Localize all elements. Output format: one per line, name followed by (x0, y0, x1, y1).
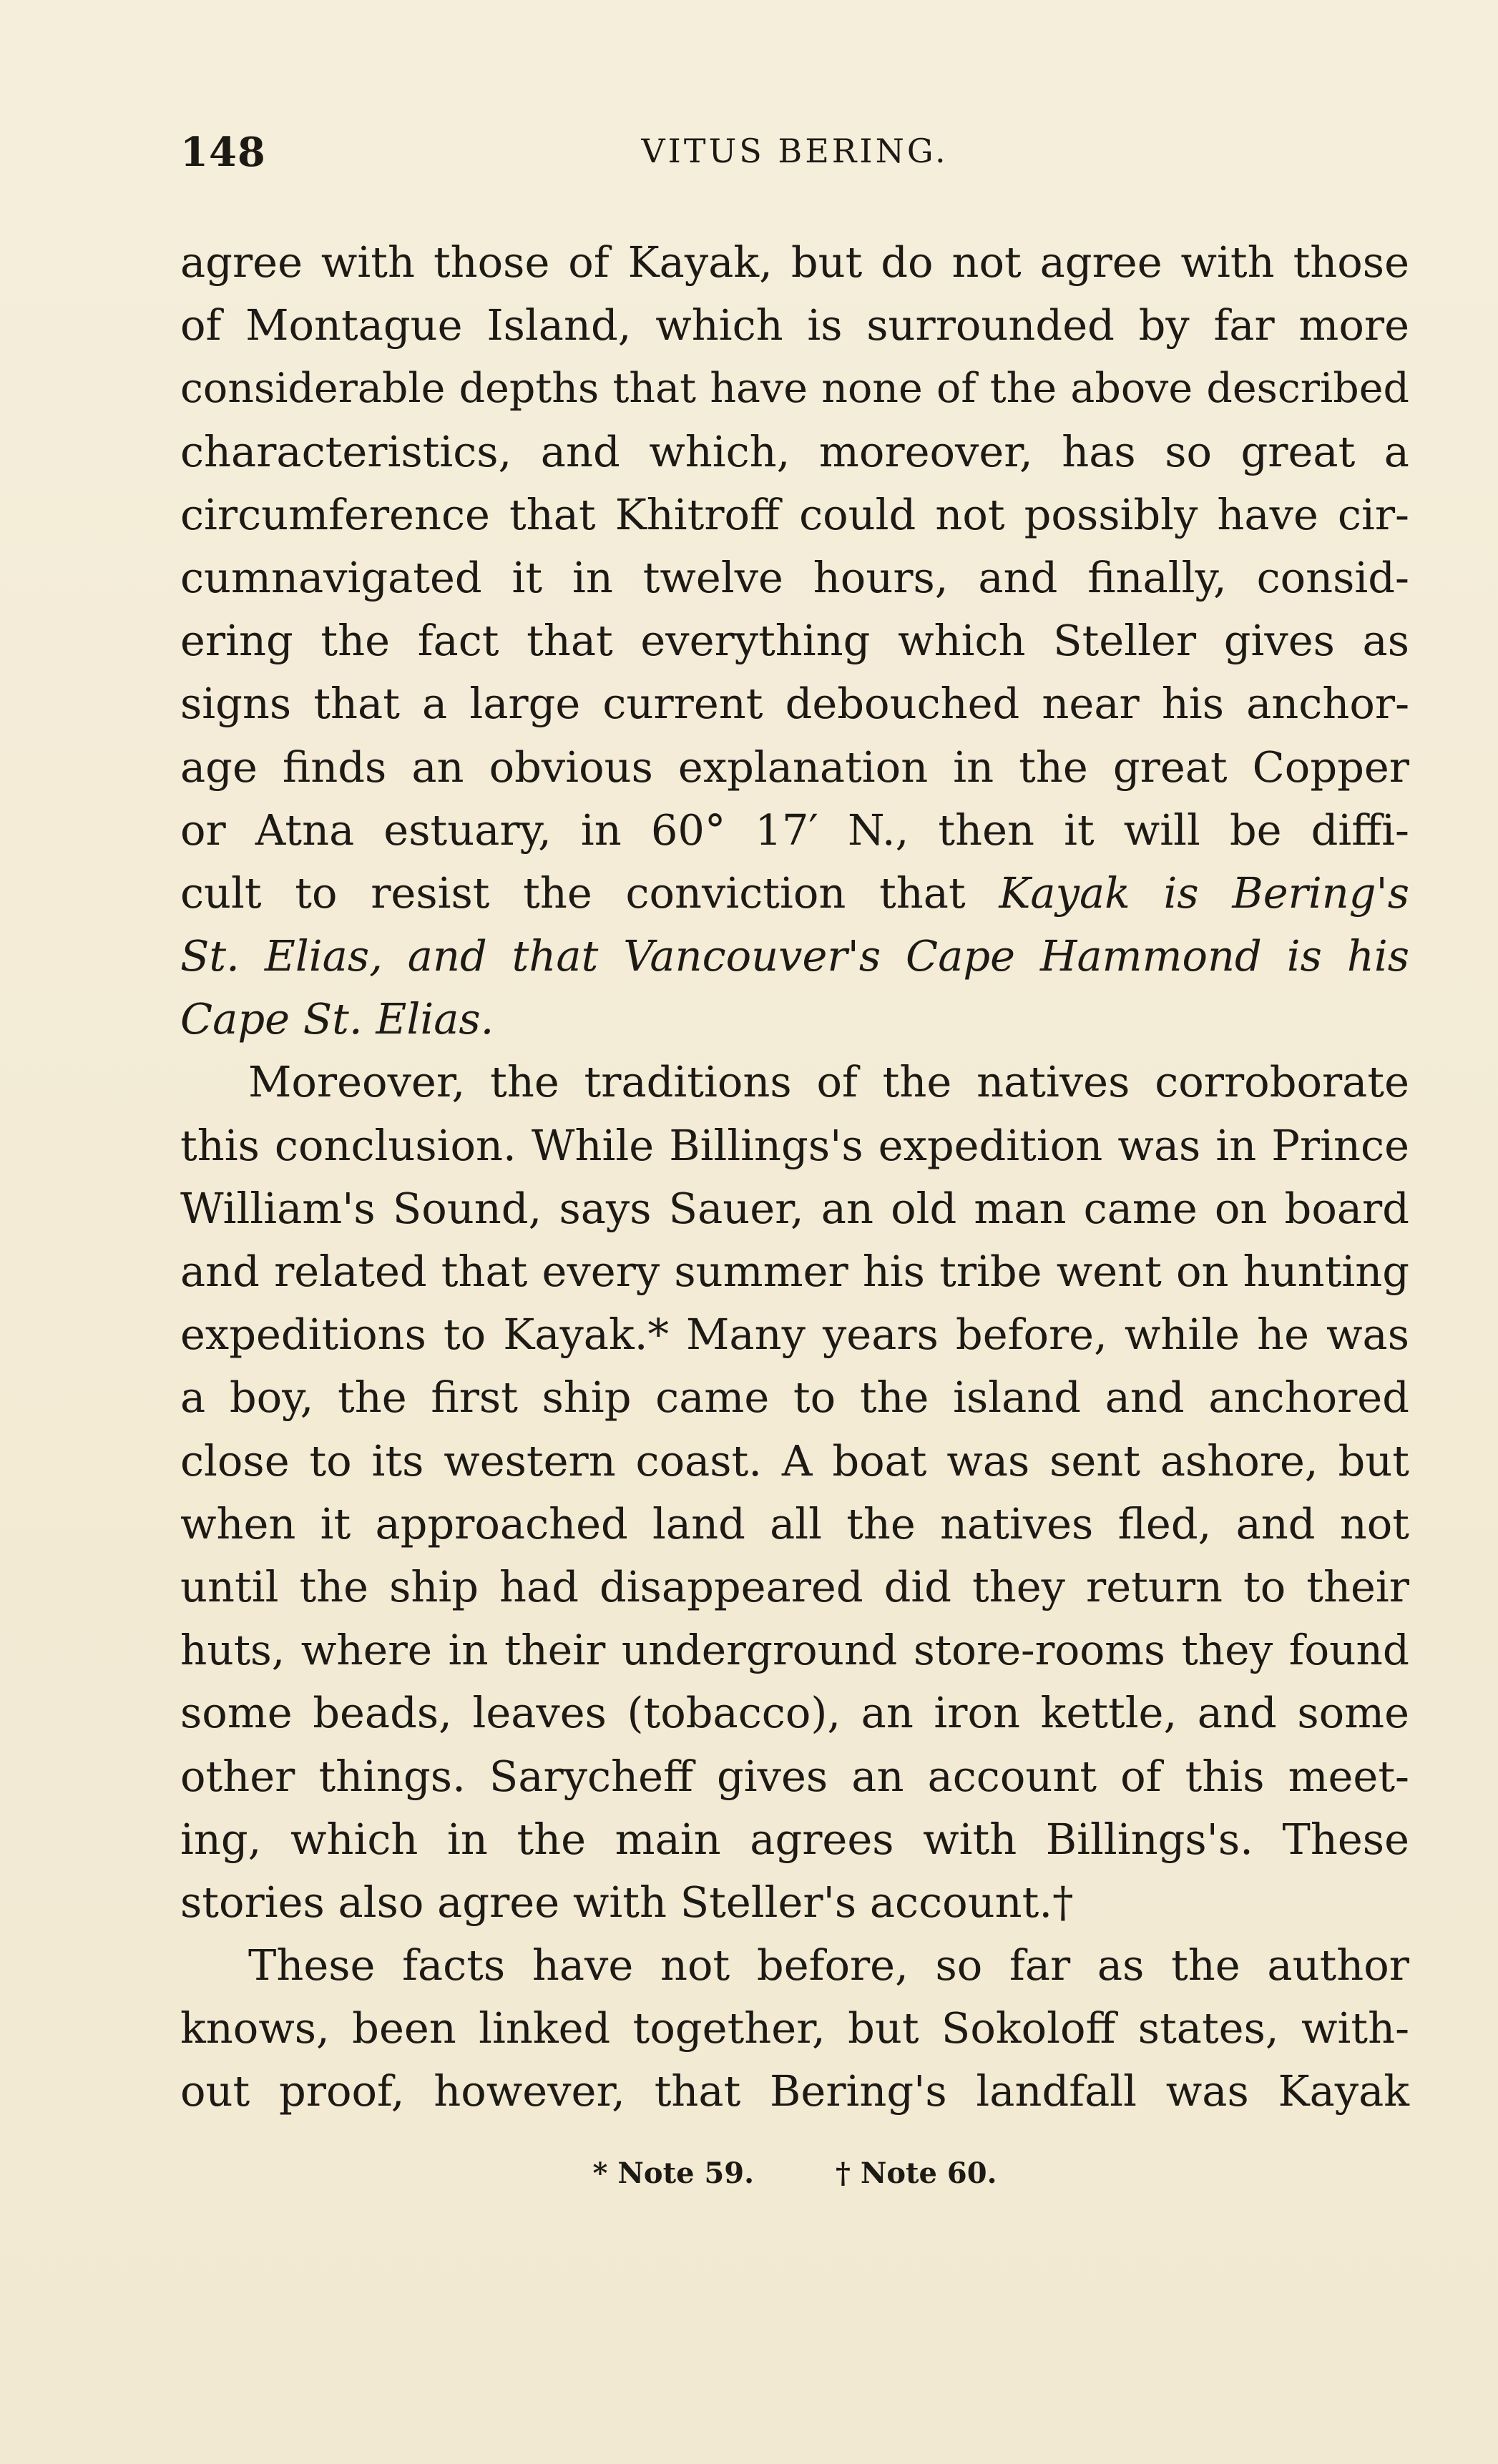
page-number: 148 (180, 129, 266, 176)
text-line: stories also agree with Steller's account.† (180, 1877, 1074, 1927)
page-header (180, 129, 1409, 179)
text-line: this conclusion. While Billings's expedition was in Prince (180, 1120, 1409, 1170)
text-line: age finds an obvious explanation in the great Copper (180, 742, 1409, 792)
text-line: when it approached land all the natives fled, and not (180, 1498, 1409, 1548)
body-text (180, 231, 1409, 2124)
footnote-59: * Note 59. (592, 2156, 755, 2190)
text-line: circumference that Khitroff could not possibly have cir- (180, 489, 1409, 539)
text-line (180, 862, 1409, 925)
text-line-italic: St. Elias, and that Vancouver's Cape Hammond is his (180, 931, 1409, 981)
running-head: VITUS BERING. (641, 132, 949, 170)
text-line: William's Sound, says Sauer, an old man came on board (180, 1183, 1409, 1233)
text-line: or Atna estuary, in 60° 17′ N., then it will be diffi- (180, 805, 1409, 855)
text-line: expeditions to Kayak.* Many years before, while he was (180, 1310, 1409, 1360)
footnote-60: † Note 60. (835, 2156, 997, 2190)
text-line: out proof, however, that Bering's landfall was Kayak (180, 2066, 1409, 2116)
footnotes (180, 2156, 1409, 2190)
text-line-italic: Kayak is Bering's (999, 868, 1409, 918)
text-line: characteristics, and which, moreover, has so great a (180, 426, 1409, 476)
text-line: ing, which in the main agrees with Billings's. These (180, 1814, 1409, 1864)
paragraph-start: Moreover, the traditions of the natives corroborate (248, 1057, 1409, 1107)
text-line: and related that every summer his tribe went on hunting (180, 1247, 1409, 1296)
text-line: some beads, leaves (tobacco), an iron kettle, and some (180, 1688, 1409, 1738)
text-line-italic: Cape St. Elias. (180, 994, 494, 1044)
paragraph-start: These facts have not before, so far as the author (248, 1940, 1409, 1991)
text-line: signs that a large current debouched near his anchor- (180, 679, 1409, 729)
text-line: knows, been linked together, but Sokoloff states, with- (180, 2003, 1409, 2053)
text-line: until the ship had disappeared did they return to their (180, 1561, 1409, 1611)
text-line: cumnavigated it in twelve hours, and finally, consid- (180, 552, 1409, 602)
text-line: ering the fact that everything which Steller gives as (180, 616, 1409, 666)
text-line: close to its western coast. A boat was sent ashore, but (180, 1435, 1409, 1486)
text-line-roman: cult to resist the conviction that (180, 868, 999, 918)
text-line: huts, where in their underground store-rooms they found (180, 1626, 1409, 1675)
text-line: a boy, the first ship came to the island and anchored (180, 1373, 1409, 1423)
text-line: other things. Sarycheff gives an account of this meet- (180, 1751, 1409, 1801)
text-line: of Montague Island, which is surrounded by far more (180, 300, 1409, 350)
text-line: considerable depths that have none of the above described (180, 365, 1409, 413)
text-line: agree with those of Kayak, but do not agree with those (180, 237, 1409, 287)
